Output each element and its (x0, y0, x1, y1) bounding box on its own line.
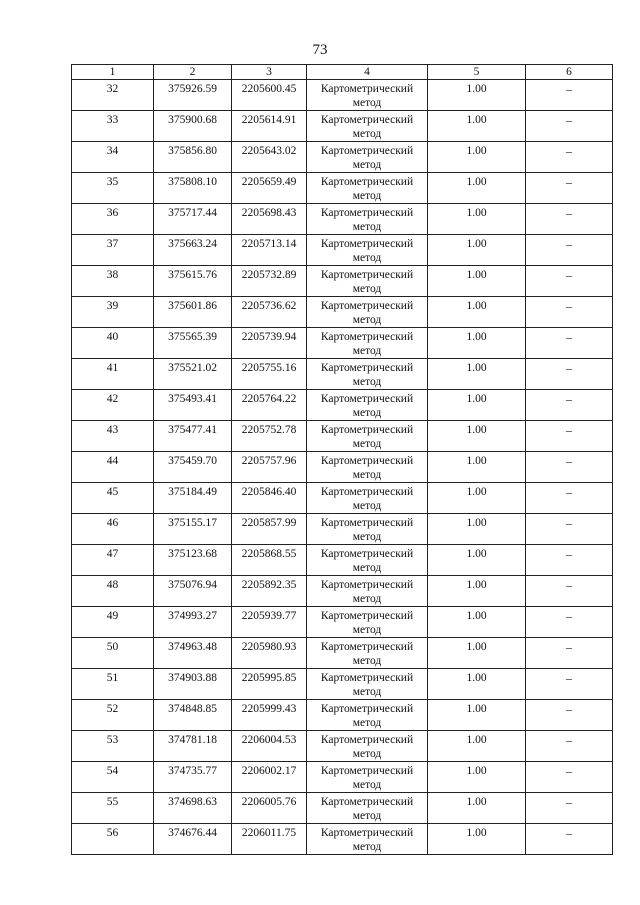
method-cell: Картометрический метод (307, 576, 428, 607)
y-coordinate-cell: 2206005.76 (232, 793, 307, 824)
y-coordinate-cell: 2205846.40 (232, 483, 307, 514)
method-cell: Картометрический метод (307, 669, 428, 700)
table-row (72, 204, 613, 235)
x-coordinate-cell: 375663.24 (154, 235, 232, 266)
point-number-cell: 42 (72, 390, 154, 421)
method-cell: Картометрический метод (307, 452, 428, 483)
accuracy-cell: 1.00 (428, 111, 526, 142)
accuracy-cell: 1.00 (428, 731, 526, 762)
accuracy-cell: 1.00 (428, 824, 526, 855)
y-coordinate-cell: 2205659.49 (232, 173, 307, 204)
note-cell: – (526, 700, 613, 731)
accuracy-cell: 1.00 (428, 638, 526, 669)
table-row (72, 731, 613, 762)
table-row (72, 266, 613, 297)
y-coordinate-cell: 2205995.85 (232, 669, 307, 700)
method-cell: Картометрический метод (307, 638, 428, 669)
point-number-cell: 54 (72, 762, 154, 793)
x-coordinate-cell: 374963.48 (154, 638, 232, 669)
table-row (72, 824, 613, 855)
point-number-cell: 47 (72, 545, 154, 576)
point-number-cell: 50 (72, 638, 154, 669)
x-coordinate-cell: 375155.17 (154, 514, 232, 545)
method-cell: Картометрический метод (307, 142, 428, 173)
table-row (72, 514, 613, 545)
x-coordinate-cell: 374903.88 (154, 669, 232, 700)
column-header: 2 (154, 65, 232, 80)
method-cell: Картометрический метод (307, 793, 428, 824)
accuracy-cell: 1.00 (428, 266, 526, 297)
y-coordinate-cell: 2205614.91 (232, 111, 307, 142)
x-coordinate-cell: 375184.49 (154, 483, 232, 514)
accuracy-cell: 1.00 (428, 142, 526, 173)
table-row (72, 762, 613, 793)
y-coordinate-cell: 2205868.55 (232, 545, 307, 576)
point-number-cell: 34 (72, 142, 154, 173)
note-cell: – (526, 607, 613, 638)
method-cell: Картометрический метод (307, 173, 428, 204)
note-cell: – (526, 80, 613, 111)
accuracy-cell: 1.00 (428, 328, 526, 359)
x-coordinate-cell: 374993.27 (154, 607, 232, 638)
method-cell: Картометрический метод (307, 111, 428, 142)
accuracy-cell: 1.00 (428, 607, 526, 638)
note-cell: – (526, 793, 613, 824)
x-coordinate-cell: 375926.59 (154, 80, 232, 111)
point-number-cell: 44 (72, 452, 154, 483)
table-body (72, 80, 613, 855)
point-number-cell: 37 (72, 235, 154, 266)
point-number-cell: 35 (72, 173, 154, 204)
note-cell: – (526, 173, 613, 204)
y-coordinate-cell: 2205857.99 (232, 514, 307, 545)
table-row (72, 669, 613, 700)
note-cell: – (526, 762, 613, 793)
accuracy-cell: 1.00 (428, 793, 526, 824)
x-coordinate-cell: 375477.41 (154, 421, 232, 452)
accuracy-cell: 1.00 (428, 483, 526, 514)
y-coordinate-cell: 2205739.94 (232, 328, 307, 359)
y-coordinate-cell: 2205999.43 (232, 700, 307, 731)
note-cell: – (526, 576, 613, 607)
accuracy-cell: 1.00 (428, 700, 526, 731)
x-coordinate-cell: 375808.10 (154, 173, 232, 204)
x-coordinate-cell: 375123.68 (154, 545, 232, 576)
y-coordinate-cell: 2205643.02 (232, 142, 307, 173)
note-cell: – (526, 483, 613, 514)
accuracy-cell: 1.00 (428, 669, 526, 700)
table-row (72, 390, 613, 421)
y-coordinate-cell: 2205752.78 (232, 421, 307, 452)
point-number-cell: 49 (72, 607, 154, 638)
method-cell: Картометрический метод (307, 204, 428, 235)
y-coordinate-cell: 2206011.75 (232, 824, 307, 855)
method-cell: Картометрический метод (307, 731, 428, 762)
y-coordinate-cell: 2206004.53 (232, 731, 307, 762)
method-cell: Картометрический метод (307, 700, 428, 731)
point-number-cell: 55 (72, 793, 154, 824)
x-coordinate-cell: 375900.68 (154, 111, 232, 142)
x-coordinate-cell: 375717.44 (154, 204, 232, 235)
accuracy-cell: 1.00 (428, 514, 526, 545)
note-cell: – (526, 452, 613, 483)
accuracy-cell: 1.00 (428, 80, 526, 111)
table-row (72, 545, 613, 576)
method-cell: Картометрический метод (307, 824, 428, 855)
y-coordinate-cell: 2205980.93 (232, 638, 307, 669)
point-number-cell: 52 (72, 700, 154, 731)
method-cell: Картометрический метод (307, 483, 428, 514)
point-number-cell: 38 (72, 266, 154, 297)
column-header: 1 (72, 65, 154, 80)
y-coordinate-cell: 2205757.96 (232, 452, 307, 483)
x-coordinate-cell: 375459.70 (154, 452, 232, 483)
y-coordinate-cell: 2205892.35 (232, 576, 307, 607)
column-header: 3 (232, 65, 307, 80)
x-coordinate-cell: 374698.63 (154, 793, 232, 824)
note-cell: – (526, 421, 613, 452)
page-number: 73 (312, 42, 328, 58)
table-row (72, 359, 613, 390)
x-coordinate-cell: 375856.80 (154, 142, 232, 173)
point-number-cell: 32 (72, 80, 154, 111)
method-cell: Картометрический метод (307, 762, 428, 793)
x-coordinate-cell: 375615.76 (154, 266, 232, 297)
table-row (72, 700, 613, 731)
accuracy-cell: 1.00 (428, 204, 526, 235)
note-cell: – (526, 390, 613, 421)
accuracy-cell: 1.00 (428, 173, 526, 204)
x-coordinate-cell: 374848.85 (154, 700, 232, 731)
table-header-row (72, 65, 613, 80)
y-coordinate-cell: 2205600.45 (232, 80, 307, 111)
note-cell: – (526, 731, 613, 762)
method-cell: Картометрический метод (307, 235, 428, 266)
y-coordinate-cell: 2206002.17 (232, 762, 307, 793)
method-cell: Картометрический метод (307, 390, 428, 421)
y-coordinate-cell: 2205698.43 (232, 204, 307, 235)
accuracy-cell: 1.00 (428, 576, 526, 607)
note-cell: – (526, 111, 613, 142)
note-cell: – (526, 235, 613, 266)
table-row (72, 452, 613, 483)
note-cell: – (526, 514, 613, 545)
note-cell: – (526, 266, 613, 297)
table-row (72, 421, 613, 452)
table-row (72, 173, 613, 204)
note-cell: – (526, 824, 613, 855)
note-cell: – (526, 669, 613, 700)
note-cell: – (526, 545, 613, 576)
method-cell: Картометрический метод (307, 421, 428, 452)
table-row (72, 793, 613, 824)
accuracy-cell: 1.00 (428, 421, 526, 452)
x-coordinate-cell: 375601.86 (154, 297, 232, 328)
accuracy-cell: 1.00 (428, 297, 526, 328)
y-coordinate-cell: 2205736.62 (232, 297, 307, 328)
point-number-cell: 51 (72, 669, 154, 700)
x-coordinate-cell: 375521.02 (154, 359, 232, 390)
y-coordinate-cell: 2205764.22 (232, 390, 307, 421)
point-number-cell: 46 (72, 514, 154, 545)
point-number-cell: 33 (72, 111, 154, 142)
table-row (72, 142, 613, 173)
point-number-cell: 41 (72, 359, 154, 390)
method-cell: Картометрический метод (307, 297, 428, 328)
table-row (72, 80, 613, 111)
accuracy-cell: 1.00 (428, 390, 526, 421)
x-coordinate-cell: 375565.39 (154, 328, 232, 359)
point-number-cell: 40 (72, 328, 154, 359)
note-cell: – (526, 359, 613, 390)
accuracy-cell: 1.00 (428, 762, 526, 793)
point-number-cell: 53 (72, 731, 154, 762)
point-number-cell: 48 (72, 576, 154, 607)
table-row (72, 235, 613, 266)
accuracy-cell: 1.00 (428, 545, 526, 576)
column-header: 4 (307, 65, 428, 80)
table-row (72, 607, 613, 638)
method-cell: Картометрический метод (307, 607, 428, 638)
point-number-cell: 43 (72, 421, 154, 452)
table-row (72, 111, 613, 142)
table-row (72, 297, 613, 328)
note-cell: – (526, 204, 613, 235)
x-coordinate-cell: 375493.41 (154, 390, 232, 421)
note-cell: – (526, 142, 613, 173)
point-number-cell: 56 (72, 824, 154, 855)
method-cell: Картометрический метод (307, 328, 428, 359)
x-coordinate-cell: 374781.18 (154, 731, 232, 762)
column-header: 5 (428, 65, 526, 80)
method-cell: Картометрический метод (307, 359, 428, 390)
table-row (72, 638, 613, 669)
y-coordinate-cell: 2205732.89 (232, 266, 307, 297)
y-coordinate-cell: 2205939.77 (232, 607, 307, 638)
table-row (72, 576, 613, 607)
y-coordinate-cell: 2205713.14 (232, 235, 307, 266)
point-number-cell: 45 (72, 483, 154, 514)
note-cell: – (526, 297, 613, 328)
y-coordinate-cell: 2205755.16 (232, 359, 307, 390)
table-row (72, 328, 613, 359)
x-coordinate-cell: 374735.77 (154, 762, 232, 793)
coordinates-table (71, 64, 613, 855)
note-cell: – (526, 328, 613, 359)
method-cell: Картометрический метод (307, 514, 428, 545)
table-row (72, 483, 613, 514)
method-cell: Картометрический метод (307, 80, 428, 111)
point-number-cell: 36 (72, 204, 154, 235)
x-coordinate-cell: 374676.44 (154, 824, 232, 855)
accuracy-cell: 1.00 (428, 235, 526, 266)
accuracy-cell: 1.00 (428, 452, 526, 483)
x-coordinate-cell: 375076.94 (154, 576, 232, 607)
note-cell: – (526, 638, 613, 669)
accuracy-cell: 1.00 (428, 359, 526, 390)
method-cell: Картометрический метод (307, 266, 428, 297)
point-number-cell: 39 (72, 297, 154, 328)
method-cell: Картометрический метод (307, 545, 428, 576)
column-header: 6 (526, 65, 613, 80)
